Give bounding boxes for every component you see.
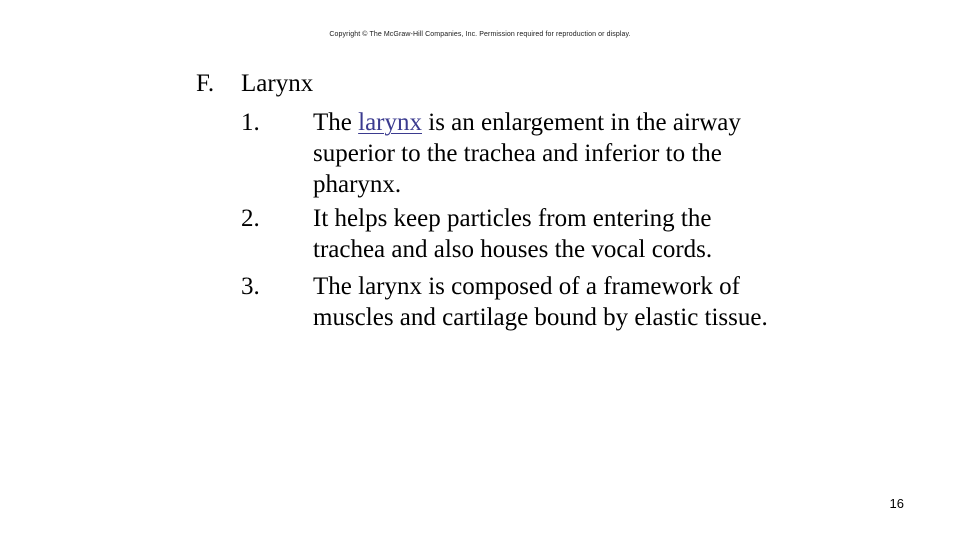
larynx-term-link[interactable]: larynx	[358, 109, 422, 136]
item-number-3: 3.	[241, 273, 260, 300]
section-title: Larynx	[241, 70, 314, 97]
page-number: 16	[889, 496, 904, 511]
item-1-text-before: The	[313, 109, 359, 136]
item-number-1: 1.	[241, 109, 260, 136]
section-letter: F.	[196, 70, 215, 97]
copyright-notice: Copyright © The McGraw-Hill Companies, Inc. Permission required for reproduction or display.	[329, 31, 631, 38]
list-item-1	[313, 107, 783, 200]
item-1-text-after: is an enlargement in the airway superior to the trachea and inferior to the pharynx.	[313, 109, 741, 198]
item-number-2: 2.	[241, 205, 260, 232]
list-item-3: The larynx is composed of a framework of muscles and cartilage bound by elastic tissue.	[313, 273, 768, 331]
list-item-2: It helps keep particles from entering the trachea and also houses the vocal cords.	[313, 205, 713, 263]
